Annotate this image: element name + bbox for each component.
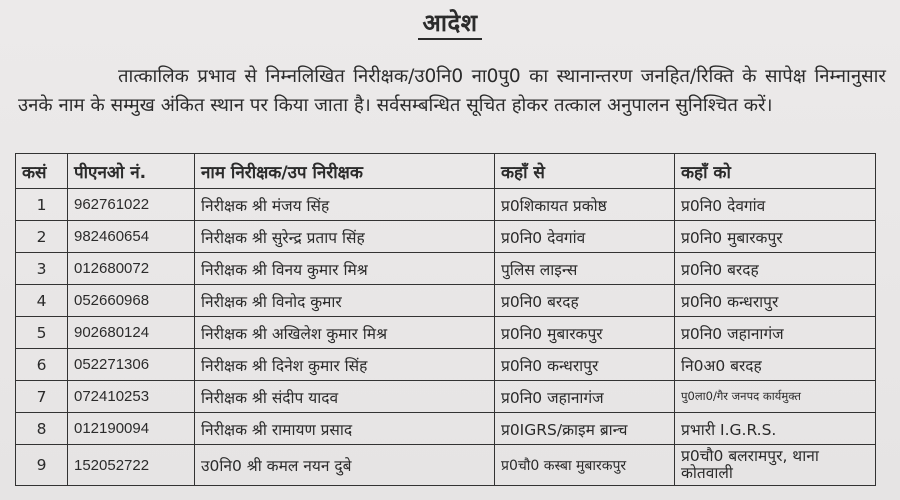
cell-from: प्र0नि0 कन्धरापुर: [495, 349, 675, 381]
header-from: कहाँ से: [495, 154, 675, 189]
table-row: [16, 413, 876, 445]
cell-pno: 982460654: [68, 221, 195, 253]
cell-to: प्रभारी I.G.R.S.: [675, 413, 876, 445]
header-to: कहाँ को: [675, 154, 876, 189]
cell-pno: 052660968: [68, 285, 195, 317]
cell-serial: 3: [16, 253, 68, 285]
transfer-table: [15, 153, 876, 486]
cell-name: निरीक्षक श्री रामायण प्रसाद: [195, 413, 495, 445]
cell-from: पुलिस लाइन्स: [495, 253, 675, 285]
cell-pno: 902680124: [68, 317, 195, 349]
cell-serial: 6: [16, 349, 68, 381]
cell-serial: 4: [16, 285, 68, 317]
cell-serial: 2: [16, 221, 68, 253]
cell-serial: 1: [16, 189, 68, 221]
table-row: [16, 253, 876, 285]
cell-from: प्र0IGRS/क्राइम ब्रान्च: [495, 413, 675, 445]
cell-to: नि0अ0 बरदह: [675, 349, 876, 381]
cell-from: प्र0नि0 बरदह: [495, 285, 675, 317]
header-pno: पीएनओ नं.: [68, 154, 195, 189]
cell-serial: 7: [16, 381, 68, 413]
header-serial: कसं: [16, 154, 68, 189]
cell-name: निरीक्षक श्री विनय कुमार मिश्र: [195, 253, 495, 285]
cell-from: प्र0नि0 देवगांव: [495, 221, 675, 253]
cell-pno: 962761022: [68, 189, 195, 221]
cell-name: निरीक्षक श्री सुरेन्द्र प्रताप सिंह: [195, 221, 495, 253]
table-row: [16, 445, 876, 486]
cell-name: निरीक्षक श्री संदीप यादव: [195, 381, 495, 413]
table-row: [16, 285, 876, 317]
cell-pno: 072410253: [68, 381, 195, 413]
cell-serial: 9: [16, 445, 68, 486]
table-row: [16, 349, 876, 381]
cell-pno: 012190094: [68, 413, 195, 445]
cell-name: निरीक्षक श्री दिनेश कुमार सिंह: [195, 349, 495, 381]
cell-from: प्र0नि0 मुबारकपुर: [495, 317, 675, 349]
cell-to: पु0ला0/गैर जनपद कार्यमुक्त: [675, 381, 876, 413]
cell-name: निरीक्षक श्री मंजय सिंह: [195, 189, 495, 221]
cell-to: प्र0नि0 बरदह: [675, 253, 876, 285]
cell-to: प्र0नि0 जहानागंज: [675, 317, 876, 349]
cell-name: निरीक्षक श्री अखिलेश कुमार मिश्र: [195, 317, 495, 349]
document-title-text: आदेश: [418, 9, 481, 40]
table-row: [16, 317, 876, 349]
cell-to: प्र0चौ0 बलरामपुर, थाना कोतवाली: [675, 445, 876, 486]
order-paragraph: तात्कालिक प्रभाव से निम्नलिखित निरीक्षक/उ0नि0 ना0पु0 का स्थानान्तरण जनहित/रिक्ति के सापेक्ष निम्नानुसार उनके नाम के सम्मुख अंकित स्थान पर किया जाता है। सर्वसम्बन्धित सूचित होकर तत्काल अनुपालन सुनिश्चित करें।: [18, 66, 886, 116]
cell-name: निरीक्षक श्री विनोद कुमार: [195, 285, 495, 317]
cell-pno: 012680072: [68, 253, 195, 285]
table-row: [16, 381, 876, 413]
cell-to: प्र0नि0 मुबारकपुर: [675, 221, 876, 253]
cell-serial: 8: [16, 413, 68, 445]
cell-to: प्र0नि0 कन्धरापुर: [675, 285, 876, 317]
cell-pno: 152052722: [68, 445, 195, 486]
header-name: नाम निरीक्षक/उप निरीक्षक: [195, 154, 495, 189]
cell-name: उ0नि0 श्री कमल नयन दुबे: [195, 445, 495, 486]
cell-from: प्र0चौ0 कस्बा मुबारकपुर: [495, 445, 675, 486]
cell-from: प्र0शिकायत प्रकोष्ठ: [495, 189, 675, 221]
table-header-row: [16, 154, 876, 189]
table-row: [16, 221, 876, 253]
table-row: [16, 189, 876, 221]
cell-pno: 052271306: [68, 349, 195, 381]
cell-serial: 5: [16, 317, 68, 349]
cell-to: प्र0नि0 देवगांव: [675, 189, 876, 221]
document-title: [0, 6, 900, 39]
cell-from: प्र0नि0 जहानागंज: [495, 381, 675, 413]
